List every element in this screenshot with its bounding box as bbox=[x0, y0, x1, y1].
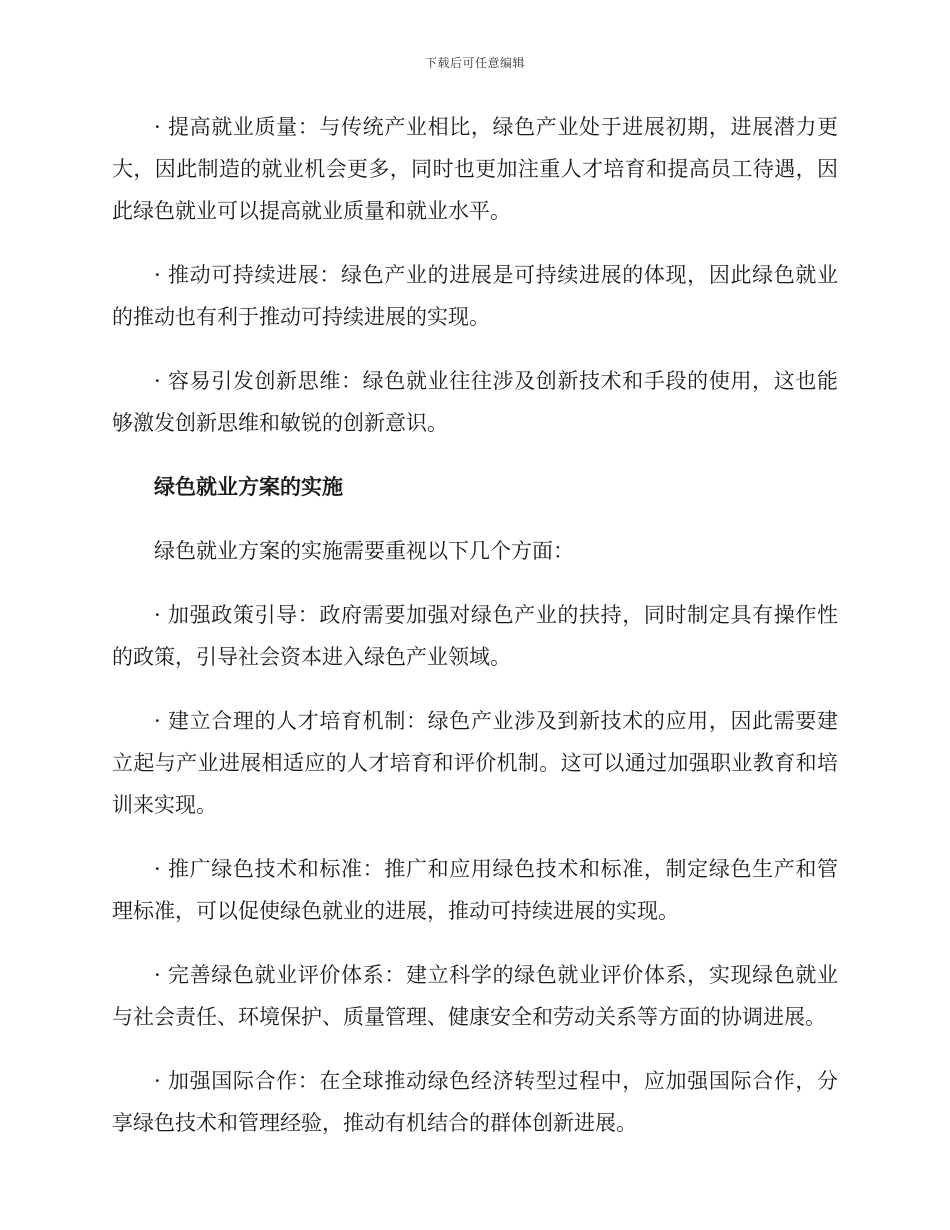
bullet-paragraph-employment-quality: · 提高就业质量：与传统产业相比，绿色产业处于进展初期，进展潜力更大，因此制造的就业机会更多，同时也更加注重人才培育和提高员工待遇，因此绿色就业可以提高就业质量和就业水平。 bbox=[112, 115, 838, 223]
section-heading: 绿色就业方案的实施 bbox=[154, 475, 343, 499]
page-header-note: 下载后可任意编辑 bbox=[424, 56, 525, 70]
bullet-paragraph-innovation-thinking: · 容易引发创新思维：绿色就业往往涉及创新技术和手段的使用，这也能够激发创新思维和敏锐的创新意识。 bbox=[112, 369, 838, 435]
bullet-paragraph-green-standards: · 推广绿色技术和标准：推广和应用绿色技术和标准，制定绿色生产和管理标准，可以促使绿色就业的进展，推动可持续进展的实现。 bbox=[112, 857, 838, 923]
bullet-paragraph-sustainable-development: · 推动可持续进展：绿色产业的进展是可持续进展的体现，因此绿色就业的推动也有利于推动可持续进展的实现。 bbox=[112, 263, 838, 329]
document-body bbox=[112, 106, 838, 1166]
bullet-paragraph-international-cooperation: · 加强国际合作：在全球推动绿色经济转型过程中，应加强国际合作，分享绿色技术和管理经验，推动有机结合的群体创新进展。 bbox=[112, 1069, 838, 1135]
bullet-paragraph-policy-guidance: · 加强政策引导：政府需要加强对绿色产业的扶持，同时制定具有操作性的政策，引导社会资本进入绿色产业领域。 bbox=[112, 603, 838, 669]
bullet-paragraph-evaluation-system: · 完善绿色就业评价体系：建立科学的绿色就业评价体系，实现绿色就业与社会责任、环境保护、质量管理、健康安全和劳动关系等方面的协调进展。 bbox=[112, 963, 838, 1029]
bullet-paragraph-talent-mechanism: · 建立合理的人才培育机制：绿色产业涉及到新技术的应用，因此需要建立起与产业进展相适应的人才培育和评价机制。这可以通过加强职业教育和培训来实现。 bbox=[112, 709, 838, 817]
section-intro-paragraph: 绿色就业方案的实施需要重视以下几个方面： bbox=[154, 539, 574, 563]
